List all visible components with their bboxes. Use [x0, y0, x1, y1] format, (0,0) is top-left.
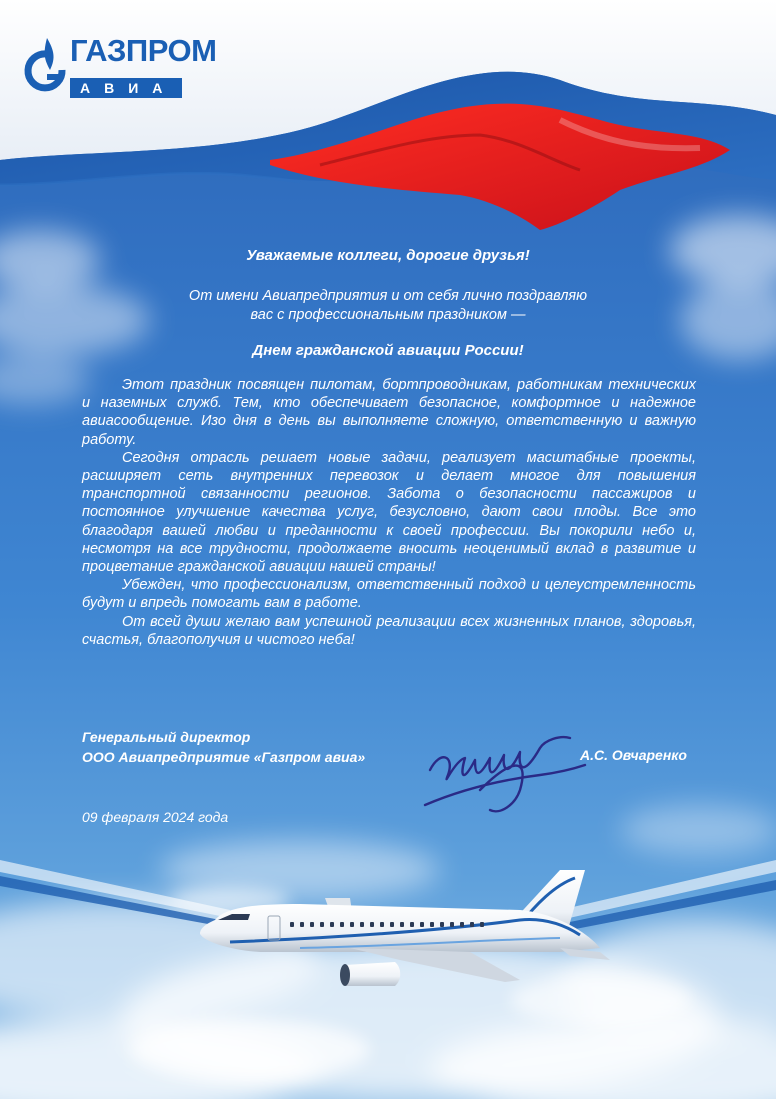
intro-line-2: вас с профессиональным праздником —: [250, 307, 526, 323]
signer-org: ООО Авиапредприятие «Газпром авиа»: [82, 749, 366, 765]
paragraph: Этот праздник посвящен пилотам, бортпроводникам, работникам технических и наземных служб. Тем, кто обеспечивает безопасное, комфортное и надежное авиасообщение. Изо дня в день вы выполняете сложную, ответственную и важную работу.: [82, 377, 696, 448]
logo-name: ГАЗПРОМ: [70, 33, 217, 68]
airplane-illustration: [0, 840, 776, 1020]
signer-name: А.С. Овчаренко: [580, 747, 687, 763]
handwritten-signature: [420, 730, 590, 820]
logo-sub: АВИА: [80, 80, 177, 96]
signer-block: [82, 727, 365, 767]
paragraph: Убежден, что профессионализм, ответственный подход и целеустремленность будут и впредь помогать вам в работе.: [82, 577, 696, 612]
greeting: Уважаемые коллеги, дорогие друзья!: [246, 247, 530, 264]
letter-body: [82, 376, 696, 649]
intro: [0, 287, 776, 325]
gazprom-avia-logo: [24, 33, 217, 104]
signer-title: Генеральный директор: [82, 729, 251, 745]
gazprom-flame-icon: [24, 36, 70, 100]
paragraph: Сегодня отрасль решает новые задачи, реализует масштабные проекты, расширяет сеть внутренних перевозок и делает многое для повышения транспортной связанности регионов. Забота о безопасности пассажиров и постоянное улучшение качества услуг, безусловно, дают свои плоды. Все это благодаря вашей любви и преданности к своей профессии. Вы покорили небо и, несмотря на все трудности, продолжаете вносить неоценимый вклад в развитие и процветание гражданской авиации нашей страны!: [82, 449, 696, 576]
holiday-title: Днем гражданской авиации России!: [252, 342, 524, 359]
paragraph: От всей души желаю вам успешной реализации всех жизненных планов, здоровья, счастья, благополучия и чистого неба!: [82, 613, 696, 648]
letter-date: 09 февраля 2024 года: [82, 809, 229, 825]
intro-line-1: От имени Авиапредприятия и от себя лично поздравляю: [188, 288, 588, 304]
